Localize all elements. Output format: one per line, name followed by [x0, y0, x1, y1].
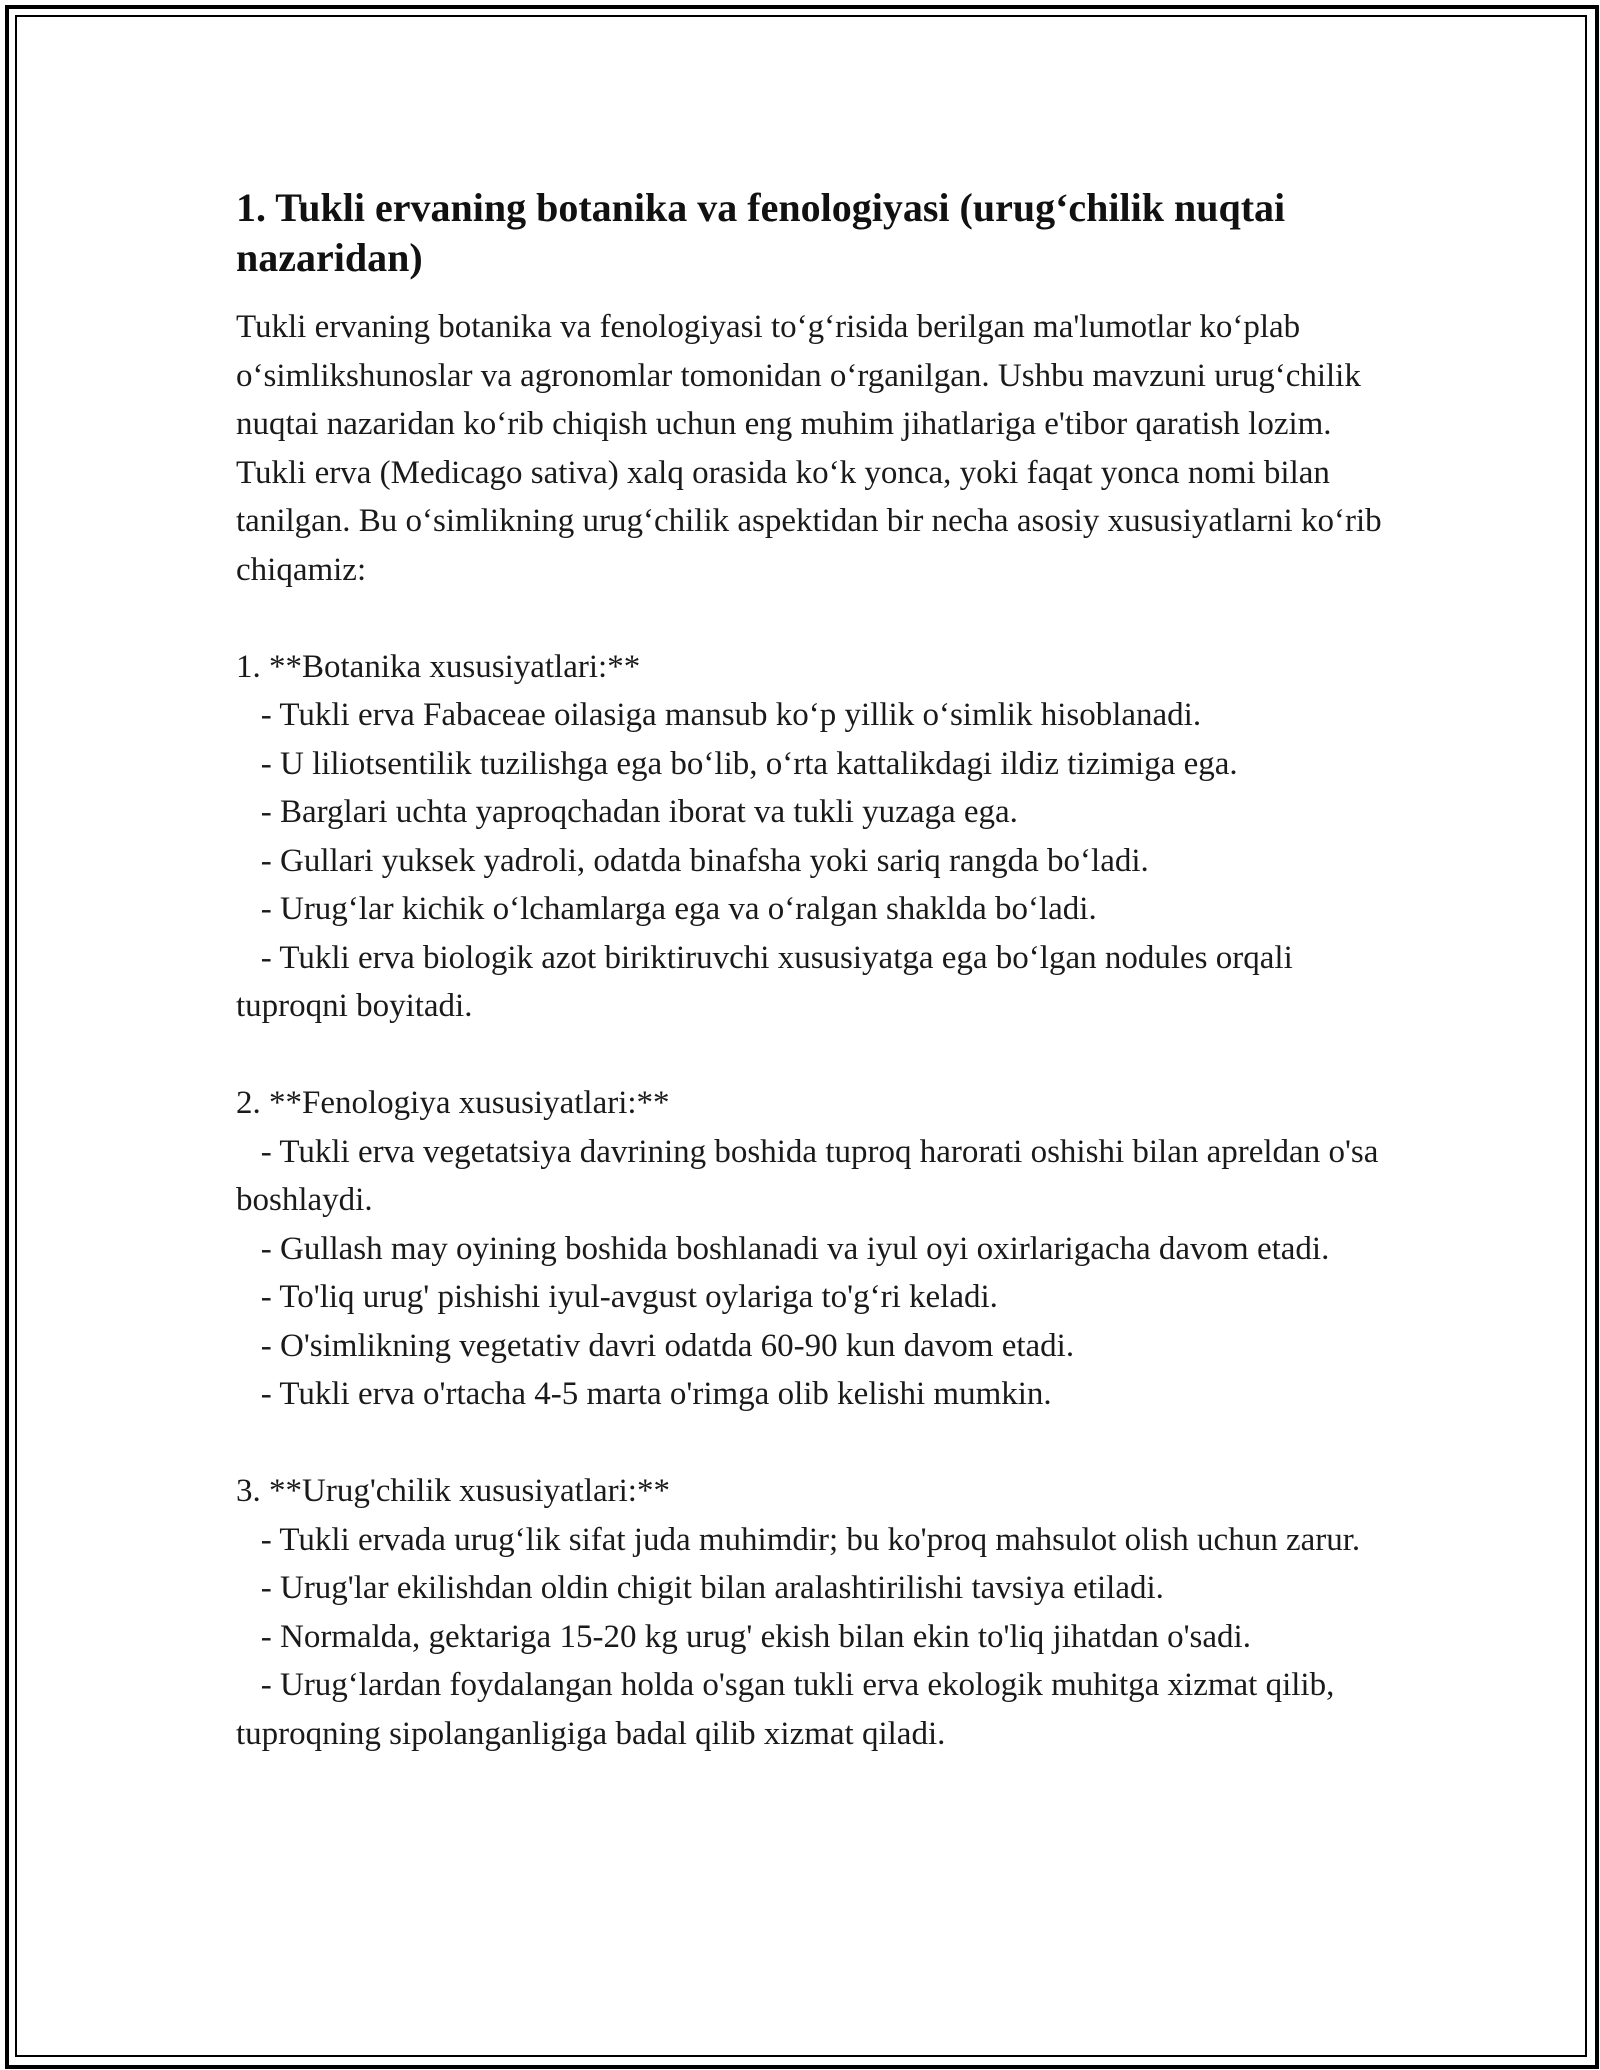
list-item: [236, 691, 1386, 740]
list-item-text: - O'simlikning vegetativ davri odatda 60-90 kun davom etadi.: [260, 1327, 1075, 1364]
blank-line: [236, 1419, 1386, 1468]
list-item: [236, 1613, 1386, 1662]
list-item: [236, 934, 1386, 1031]
list-item-text: - Tukli erva vegetatsiya davrining boshida tuproq harorati oshishi bilan apreldan o'sa boshlaydi.: [236, 1133, 1379, 1218]
intro-paragraph: Tukli ervaning botanika va fenologiyasi to‘g‘risida berilgan ma'lumotlar ko‘plab o‘simlikshunoslar va agronomlar tomonidan o‘rganilgan. Ushbu mavzuni urug‘chilik nuqtai nazaridan ko‘rib chiqish uchun eng muhim jihatlariga e'tibor qaratish lozim. Tukli erva (Medicago sativa) xalq orasida ko‘k yonca, yoki faqat yonca nomi bilan tanilgan. Bu o‘simlikning urug‘chilik aspektidan bir necha asosiy xususiyatlarni ko‘rib chiqamiz:: [236, 309, 1382, 588]
section-heading: 1. **Botanika xususiyatlari:**: [236, 648, 641, 685]
list-item: [236, 1564, 1386, 1613]
list-item: [236, 1273, 1386, 1322]
list-item: [236, 1516, 1386, 1565]
list-item-text: - Tukli erva Fabaceae oilasiga mansub ko‘p yillik o‘simlik hisoblanadi.: [260, 697, 1202, 733]
blank-line: [236, 1031, 1386, 1080]
document-title: 1. Tukli ervaning botanika va fenologiyasi (urug‘chilik nuqtai nazaridan): [236, 185, 1286, 280]
list-item-text: - Tukli erva o'rtacha 4-5 marta o'rimga olib kelishi mumkin.: [260, 1376, 1052, 1412]
list-item: [236, 837, 1386, 886]
section-botanika: [236, 643, 1386, 1031]
list-item-text: - Urug‘lardan foydalangan holda o'sgan tukli erva ekologik muhitga xizmat qilib, tuproqning sipolanganligiga badal qilib xizmat qiladi.: [236, 1667, 1335, 1752]
list-item: [236, 1370, 1386, 1419]
list-item: [236, 740, 1386, 789]
list-item: [236, 788, 1386, 837]
list-item-text: - To'liq urug' pishishi iyul-avgust oylariga to'g‘ri keladi.: [260, 1279, 998, 1315]
list-item: [236, 1322, 1386, 1371]
list-item-text: - Normalda, gektariga 15-20 kg urug' ekish bilan ekin to'liq jihatdan o'sadi.: [260, 1618, 1251, 1655]
list-item-text: - Urug'lar ekilishdan oldin chigit bilan aralashtirilishi tavsiya etiladi.: [260, 1570, 1164, 1606]
section-fenologiya: [236, 1079, 1386, 1419]
list-item-text: - Gullash may oyining boshida boshlanadi va iyul oyi oxirlarigacha davom etadi.: [260, 1230, 1330, 1267]
list-item: [236, 1128, 1386, 1225]
list-item-text: - Tukli ervada urug‘lik sifat juda muhimdir; bu ko'proq mahsulot olish uchun zarur.: [260, 1521, 1361, 1558]
list-item-text: - Tukli erva biologik azot biriktiruvchi xususiyatga ega bo‘lgan nodules orqali tuproqni boyitadi.: [236, 939, 1293, 1024]
section-heading: 2. **Fenologiya xususiyatlari:**: [236, 1085, 670, 1121]
list-item-text: - U liliotsentilik tuzilishga ega bo‘lib, o‘rta kattalikdagi ildiz tizimiga ega.: [260, 745, 1238, 782]
list-item-text: - Urug‘lar kichik o‘lchamlarga ega va o‘ralgan shaklda bo‘ladi.: [260, 891, 1097, 927]
list-item-text: - Barglari uchta yaproqchadan iborat va tukli yuzaga ega.: [260, 794, 1018, 830]
section-heading: 3. **Urug'chilik xususiyatlari:**: [236, 1473, 670, 1509]
list-item: [236, 885, 1386, 934]
list-item-text: - Gullari yuksek yadroli, odatda binafsha yoki sariq rangda bo‘ladi.: [260, 842, 1149, 879]
section-urugchilik: [236, 1467, 1386, 1758]
list-item: [236, 1661, 1386, 1758]
document-body: [236, 183, 1386, 1758]
list-item: [236, 1225, 1386, 1274]
blank-line: [236, 594, 1386, 643]
